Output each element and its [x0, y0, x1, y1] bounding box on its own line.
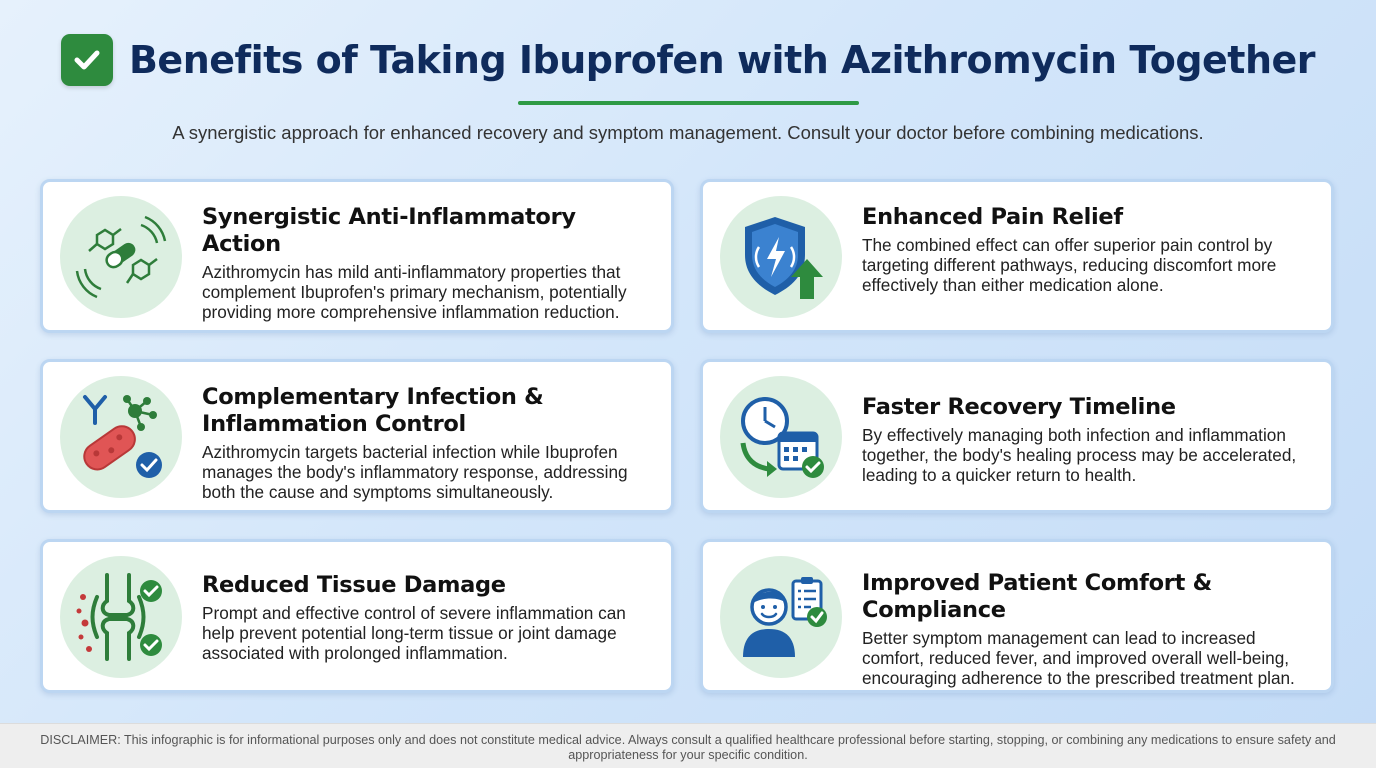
shield-lightning-icon [720, 196, 842, 318]
benefit-card-tissue-damage [40, 539, 674, 693]
benefit-card-anti-inflammatory [40, 179, 674, 333]
bacteria-antibody-icon [60, 376, 182, 498]
card-title: Synergistic Anti-Inflammatory Action [202, 204, 576, 257]
checkmark-icon [61, 34, 113, 86]
title-underline [518, 101, 859, 105]
benefit-card-pain-relief [700, 179, 1334, 333]
disclaimer: DISCLAIMER: This infographic is for informational purposes only and does not constitute medical advice. Always consult a qualified healthcare professional before starting, stopping, or combining any medications to ensure safety and appropriateness for your specific condition. [0, 723, 1376, 768]
card-title: Enhanced Pain Relief [862, 204, 1123, 230]
benefit-card-recovery [700, 359, 1334, 513]
card-body: Azithromycin targets bacterial infection while Ibuprofen manages the body's inflammatory response, addressing both the cause and symptoms simultaneously. [202, 442, 628, 502]
benefit-card-patient-comfort [700, 539, 1334, 693]
card-body: Azithromycin has mild anti-inflammatory properties that complement Ibuprofen's primary mechanism, potentially providing more comprehensive inflammation reduction. [202, 262, 627, 322]
molecule-capsule-icon [60, 196, 182, 318]
card-body: The combined effect can offer superior pain control by targeting different pathways, reducing discomfort more effectively than either medication alone. [862, 235, 1277, 295]
page-subtitle: A synergistic approach for enhanced recovery and symptom management. Consult your doctor before combining medications. [172, 122, 1204, 143]
patient-checklist-icon [720, 556, 842, 678]
joint-icon [60, 556, 182, 678]
card-body: Prompt and effective control of severe inflammation can help prevent potential long-term tissue or joint damage associated with prolonged inflammation. [202, 603, 626, 663]
card-title: Faster Recovery Timeline [862, 394, 1176, 420]
header [0, 34, 1376, 86]
card-title: Reduced Tissue Damage [202, 572, 506, 598]
card-title: Improved Patient Comfort & Compliance [862, 570, 1212, 623]
benefit-card-infection-control [40, 359, 674, 513]
card-title: Complementary Infection & Inflammation Control [202, 384, 544, 437]
card-body: By effectively managing both infection and inflammation together, the body's healing process may be accelerated, leading to a quicker return to health. [862, 425, 1297, 485]
page-title: Benefits of Taking Ibuprofen with Azithromycin Together [128, 38, 1316, 82]
clock-calendar-icon [720, 376, 842, 498]
card-body: Better symptom management can lead to increased comfort, reduced fever, and improved overall well-being, encouraging adherence to the prescribed treatment plan. [862, 628, 1295, 688]
